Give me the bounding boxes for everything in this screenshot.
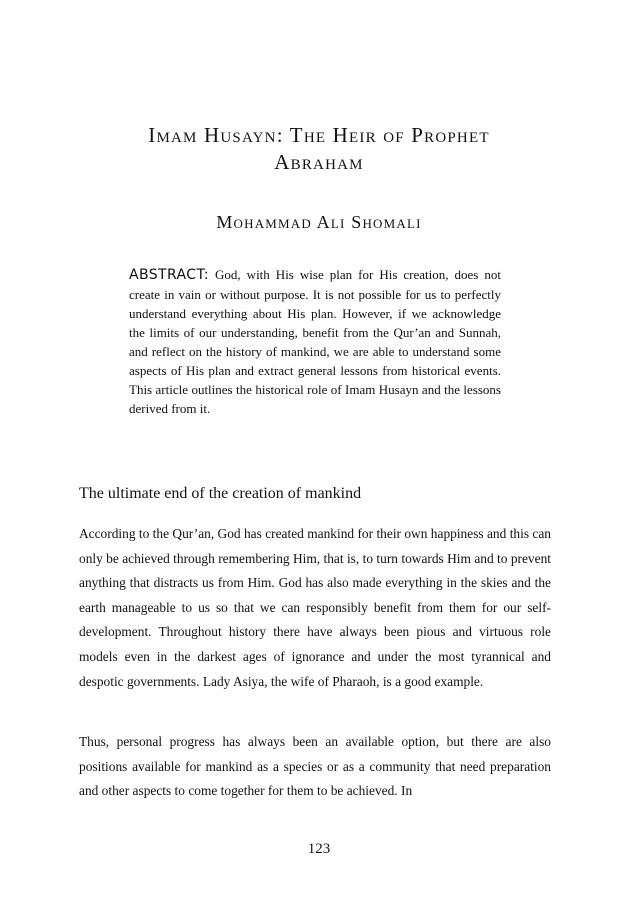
title-line-1: Imam Husayn: The Heir of Prophet: [148, 123, 490, 147]
abstract-text: God, with His wise plan for His creation, does not create in vain or without purpose. It is not possible for us to perfectly understand everything about His plan. However, if we acknowledge the limits of our understanding, benefit from the Qur’an and Sunnah, and reflect on the history of mankind, we are able to understand some aspects of His plan and extract general lessons from historical events. This article outlines the historical role of Imam Husayn and the lessons derived from it.: [129, 267, 502, 416]
article-title: [60, 122, 578, 176]
section-heading: The ultimate end of the creation of mankind: [79, 485, 362, 502]
body-paragraph: According to the Qur’an, God has created mankind for their own happiness and this can only be achieved through remembering Him, that is, to turn towards Him and to prevent anything that distracts us from Him. God has also made everything in the skies and the earth manageable to us so that we can responsibly benefit from them for our self-development. Throughout history there have always been pious and virtuous role models even in the darkest ages of ignorance and under the most tyrannical and despotic governments. Lady Asiya, the wife of Pharaoh, is a good example.: [79, 526, 551, 689]
body-paragraph: Thus, personal progress has always been an available option, but there are also positions available for mankind as a species or as a community that need preparation and other aspects to come together for them to be achieved. In: [79, 734, 551, 799]
abstract-label: ABSTRACT:: [129, 267, 209, 283]
page-number: 123: [307, 841, 331, 857]
abstract-block: [129, 265, 501, 418]
title-line-2: Abraham: [274, 150, 364, 174]
author-name: Mohammad Ali Shomali: [216, 212, 422, 232]
